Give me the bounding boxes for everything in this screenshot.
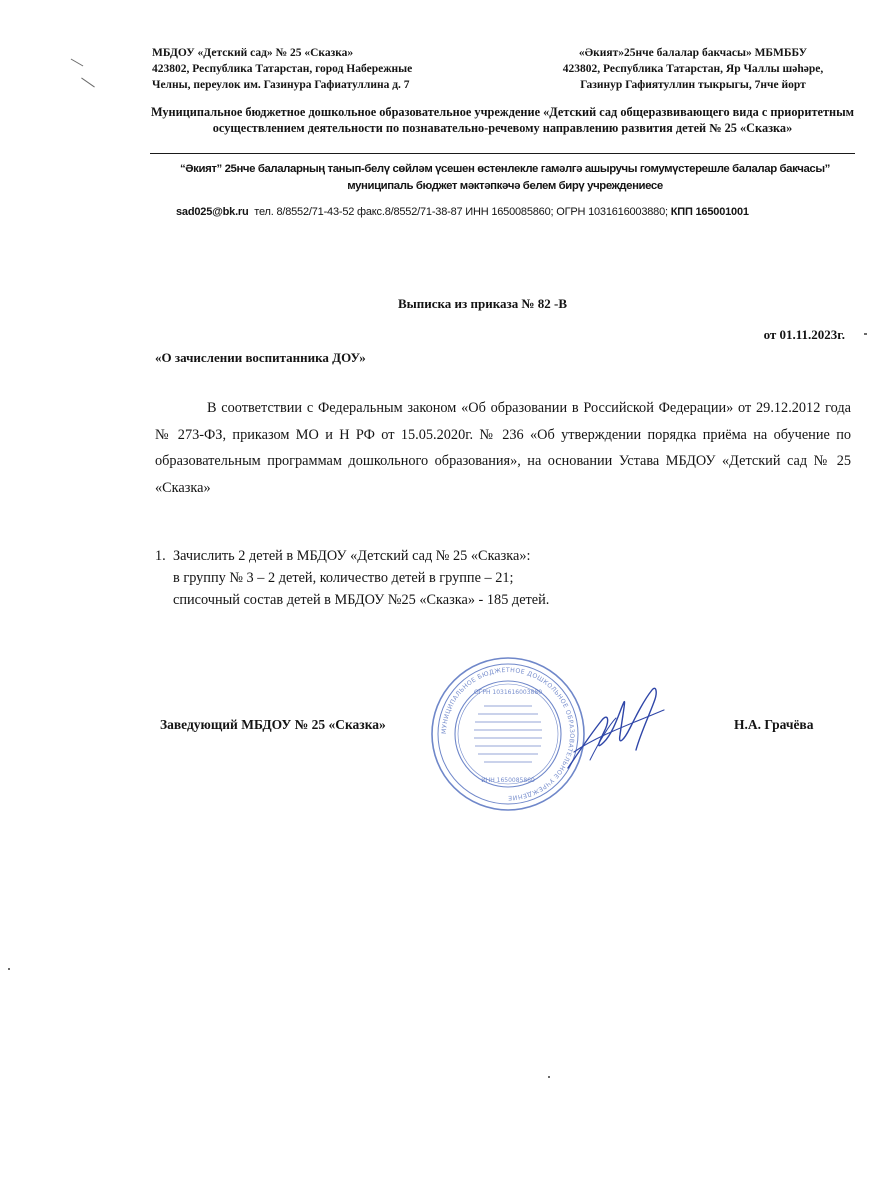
- stamp-inn: ИНН 1650085860: [481, 777, 535, 784]
- institution-tatar-name: “Әкият” 25нче балаларның танып-белү сөйләм үсешен өстенлекле гамәлгә ашыручы гомумүстерешле балалар бакчасы” муниципаль бюджет мәктәпкәчә белем бирү учреждениесе: [180, 163, 830, 192]
- order-item-number: 1.: [155, 548, 166, 564]
- order-item-line3: списочный состав детей в МБДОУ №25 «Сказка» - 185 детей.: [173, 592, 550, 608]
- document-title: Выписка из приказа № 82 -В: [397, 296, 568, 311]
- handwritten-signature: [560, 680, 680, 775]
- scan-mark: [8, 968, 10, 970]
- document-date: от 01.11.2023г.: [763, 327, 845, 342]
- order-item-line2: в группу № 3 – 2 детей, количество детей в группе – 21;: [173, 570, 514, 586]
- signer-name: Н.А. Грачёва: [734, 717, 814, 732]
- header-divider: [150, 153, 855, 154]
- scan-mark: [864, 333, 867, 335]
- contact-phones: тел. 8/8552/71-43-52 факс.8/8552/71-38-87 ИНН 1650085860;: [254, 206, 554, 218]
- contact-kpp: КПП 165001001: [670, 206, 749, 218]
- document-subject: «О зачислении воспитанника ДОУ»: [155, 350, 366, 365]
- header-right-line1: «Әкият»25нче балалар бакчасы» МБМББУ: [578, 47, 808, 59]
- header-left: [152, 45, 412, 93]
- stamp-ogrn: ОГРН 1031616003880: [473, 689, 543, 696]
- header-right: [528, 45, 858, 93]
- signer-position: Заведующий МБДОУ № 25 «Сказка»: [160, 717, 386, 732]
- contact-email: sad025@bk.ru: [176, 206, 249, 218]
- header-left-line2: 423802, Республика Татарстан, город Набережные: [152, 63, 413, 75]
- contact-ogrn: ОГРН 1031616003880;: [556, 206, 668, 218]
- header-right-line3: Газинур Гафиятуллин тыкрыгы, 7нче йорт: [580, 79, 806, 91]
- scan-mark: [71, 59, 84, 67]
- order-item-line1: Зачислить 2 детей в МБДОУ «Детский сад № 25 «Сказка»:: [173, 548, 531, 564]
- header-left-line3: Челны, переулок им. Газинура Гафиатуллина д. 7: [152, 79, 410, 91]
- order-item: [173, 545, 549, 611]
- document-body: В соответствии с Федеральным законом «Об образовании в Российской Федерации» от 29.12.2012 года № 273-ФЗ, приказом МО и Н РФ от 15.05.2020г. № 236 «Об утверждении порядка приёма на обучение по образовательным программам дошкольного образования», на основании Устава МБДОУ «Детский сад № 25 «Сказка»: [155, 400, 851, 496]
- scan-mark: [81, 78, 95, 88]
- contacts-line: [176, 206, 749, 218]
- header-left-line1: МБДОУ «Детский сад» № 25 «Сказка»: [152, 47, 354, 59]
- institution-full-name: Муниципальное бюджетное дошкольное образовательное учреждение «Детский сад общеразвивающего вида с приоритетным осуществлением деятельности по познавательно-речевому направлению развития детей № 25 «Сказка»: [150, 105, 855, 135]
- header-right-line2: 423802, Республика Татарстан, Яр Чаллы шәһәре,: [562, 63, 824, 75]
- stamp-ring-text: МУНИЦИПАЛЬНОЕ БЮДЖЕТНОЕ ДОШКОЛЬНОЕ ОБРАЗОВАТЕЛЬНОЕ УЧРЕЖДЕНИЕ: [440, 666, 576, 802]
- scan-mark: [548, 1076, 550, 1078]
